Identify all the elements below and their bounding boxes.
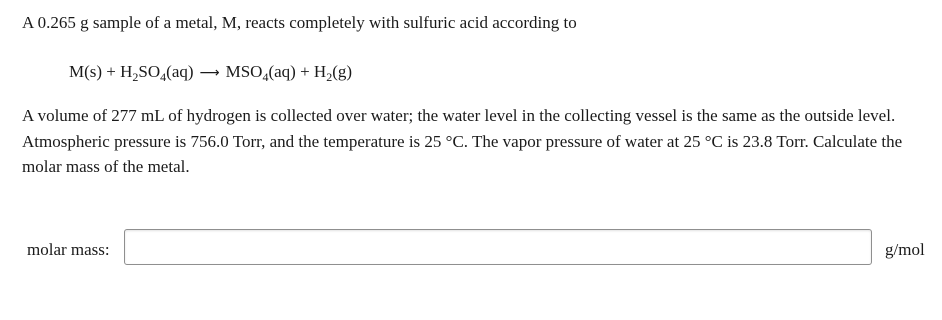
reaction-arrow-icon: ⟶ bbox=[199, 65, 220, 81]
equation-rhs-subscript-1: 4 bbox=[262, 70, 269, 84]
equation-lhs-part-3: (aq) bbox=[166, 62, 194, 81]
equation-lhs-part-1: M(s) + H bbox=[69, 62, 133, 81]
question-paragraph: A volume of 277 mL of hydrogen is collected over water; the water level in the collecting vessel is the same as the outside level. Atmospheric pressure is 756.0 Torr, and the temperature is 25 °C. The vapor pressure of water at 25 °C is 23.8 Torr. Calculate the molar mass of the metal. bbox=[22, 106, 903, 176]
equation-rhs-part-2: (aq) + H bbox=[268, 62, 327, 81]
equation-rhs-part-1: MSO bbox=[225, 62, 263, 81]
equation-lhs-subscript-2: 4 bbox=[160, 70, 167, 84]
molar-mass-input[interactable] bbox=[124, 229, 872, 265]
equation-rhs-part-3: (g) bbox=[332, 62, 353, 81]
question-intro: A 0.265 g sample of a metal, M, reacts completely with sulfuric acid according to bbox=[22, 13, 577, 32]
unit-label: g/mol bbox=[885, 240, 925, 259]
molar-mass-label: molar mass: bbox=[27, 240, 110, 259]
chemical-equation bbox=[69, 60, 352, 85]
equation-lhs-subscript-1: 2 bbox=[132, 70, 139, 84]
equation-lhs-part-2: SO bbox=[138, 62, 161, 81]
equation-rhs-subscript-2: 2 bbox=[326, 70, 333, 84]
